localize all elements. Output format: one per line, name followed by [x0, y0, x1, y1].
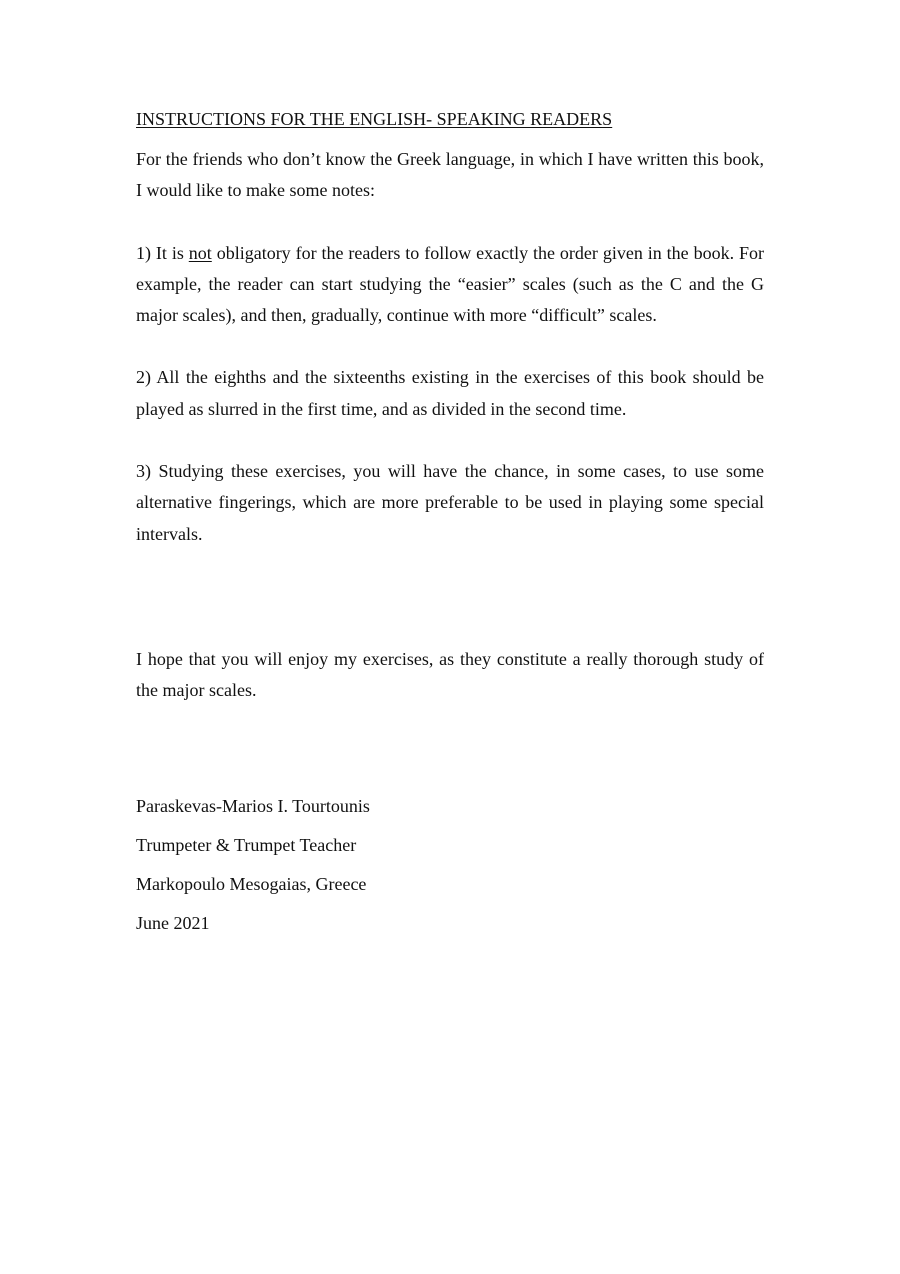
note-item-2: 2) All the eighths and the sixteenths existing in the exercises of this book should be played as slurred in the first time, and as divided in the second time. — [136, 367, 764, 419]
document-content — [136, 106, 764, 943]
note-item-1-prefix: 1) It is — [136, 242, 189, 263]
note-item-1-emphasis: not — [188, 242, 212, 263]
closing-paragraph: I hope that you will enjoy my exercises, as they constitute a really thorough study of the major scales. — [136, 648, 764, 701]
document-date: June 2021 — [136, 912, 210, 933]
author-name: Paraskevas-Marios I. Tourtounis — [136, 795, 370, 816]
signature-block — [136, 787, 764, 943]
document-title: INSTRUCTIONS FOR THE ENGLISH- SPEAKING READERS — [136, 109, 613, 129]
note-item-1 — [136, 238, 764, 332]
note-item-3: 3) Studying these exercises, you will have the chance, in some cases, to use some alternative fingerings, which are more preferable to be used in playing some special intervals. — [136, 461, 764, 544]
author-location: Markopoulo Mesogaias, Greece — [136, 873, 367, 894]
note-item-1-text: obligatory for the readers to follow exactly the order given in the book. For example, the reader can start studying the “easier” scales (such as the C and the G major scales), and then, gradually, continue with more “difficult” scales. — [136, 242, 764, 326]
author-role: Trumpeter & Trumpet Teacher — [136, 834, 357, 855]
intro-paragraph: For the friends who don’t know the Greek language, in which I have written this book, I would like to make some notes: — [136, 149, 764, 201]
